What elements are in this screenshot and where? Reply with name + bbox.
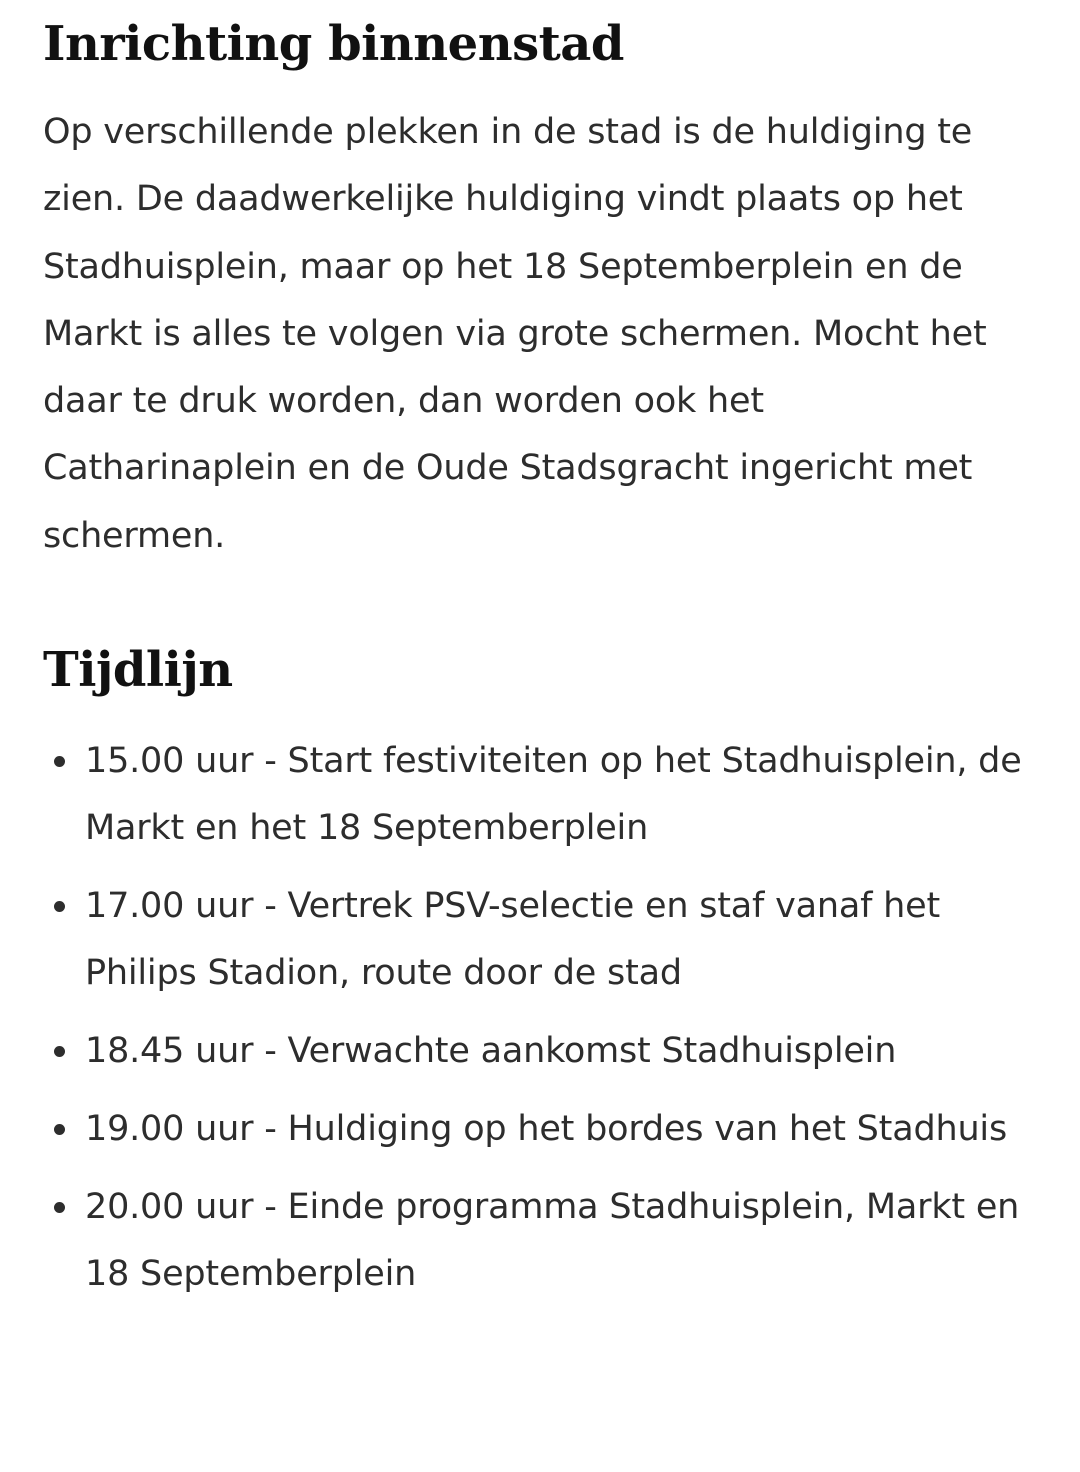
timeline-item: [43, 728, 1028, 863]
bullet-icon: [54, 1046, 65, 1057]
bullet-icon: [54, 756, 65, 767]
timeline-list: [43, 728, 1028, 1319]
timeline-item: [43, 1174, 1028, 1309]
section-heading-tijdlijn: Tijdlijn: [43, 642, 233, 698]
bullet-icon: [54, 1124, 65, 1135]
bullet-icon: [54, 1202, 65, 1213]
intro-paragraph: Op verschillende plekken in de stad is de huldiging te zien. De daadwerkelijke huldiging vindt plaats op het Stadhuisplein, maar op het 18 Septemberplein en de Markt is alles te volgen via grote schermen. Mocht het daar te druk worden, dan worden ook het Catharinaplein en de Oude Stadsgracht ingericht met schermen.: [43, 112, 987, 556]
timeline-item-text: 17.00 uur - Vertrek PSV-selectie en staf vanaf het Philips Stadion, route door de stad: [85, 886, 940, 994]
timeline-item: [43, 1018, 1028, 1085]
timeline-item-text: 19.00 uur - Huldiging op het bordes van het Stadhuis: [85, 1109, 1007, 1150]
timeline-item: [43, 873, 1028, 1008]
timeline-item: [43, 1096, 1028, 1163]
timeline-item-text: 18.45 uur - Verwachte aankomst Stadhuisplein: [85, 1031, 897, 1072]
section-heading-inrichting-binnenstad: Inrichting binnenstad: [43, 16, 624, 72]
timeline-item-text: 15.00 uur - Start festiviteiten op het Stadhuisplein, de Markt en het 18 Septemberplein: [85, 741, 1022, 849]
bullet-icon: [54, 901, 65, 912]
timeline-item-text: 20.00 uur - Einde programma Stadhuisplein, Markt en 18 Septemberplein: [85, 1187, 1020, 1295]
